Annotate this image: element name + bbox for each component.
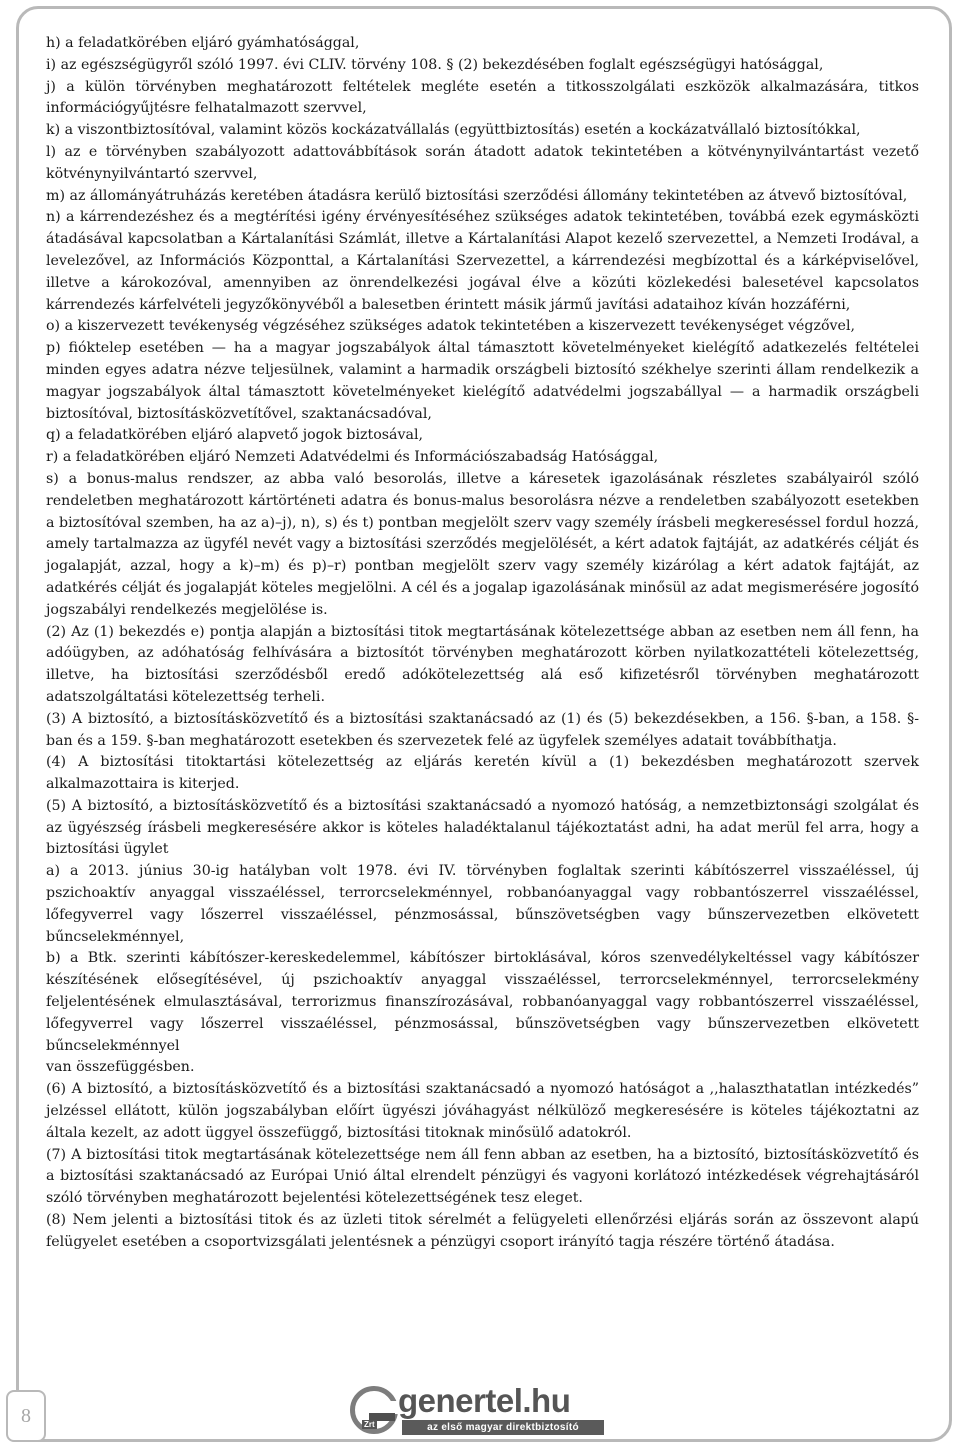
paragraph-section-4: (4) A biztosítási titoktartási kötelezettség az eljárás keretén kívül a (1) bekezdésben meghatározott szervek alkalmazottaira is kiterjed. (46, 754, 919, 793)
paragraph-j: j) a külön törvényben meghatározott feltételek megléte esetén a titkosszolgálati eszközök alkalmazására, titkos információgyűjtésre felhatalmazott szervvel, (46, 78, 919, 117)
paragraph-q: q) a feladatkörében eljáró alapvető jogok biztosával, (46, 427, 424, 444)
logo-tagline: az első magyar direktbiztosító (402, 1420, 604, 1435)
paragraph-section-5: (5) A biztosító, a biztosításközvetítő és a biztosítási szaktanácsadó a nyomozó hatóság, a nemzetbiztonsági szolgálat és az ügyészség írásbeli megkeresésére akkor is köteles haladéktalanul tájékoztatást adni, ha adat merül fel arra, hogy a biztosítási ügylet (46, 797, 919, 858)
document-body (46, 33, 919, 1254)
paragraph-section-5-closing: van összefüggésben. (46, 1059, 195, 1076)
paragraph-p: p) fióktelep esetében — ha a magyar jogszabályok által támasztott követelményeket kielégítő adatkezelés feltételei minden egyes adatra nézve teljesülnek, valamint a harmadik országbeli biztosító székhelye szerinti állam rendelkezik a magyar jogszabályok által támasztott követelményeket kielégítő adatvédelmi jogszabállyal — a harmadik országbeli biztosítóval, biztosításközvetítővel, szaktanácsadóval, (46, 340, 919, 422)
logo-letter-mark: Zrt (364, 1420, 375, 1429)
paragraph-section-7: (7) A biztosítási titok megtartásának kötelezettsége nem áll fenn abban az esetben, ha a biztosító, biztosításközvetítő és a biztosítási szaktanácsadó az Európai Unió által elrendelt pénzügyi és vagyoni korlátozó intézkedések végrehajtásáról szóló törvényben meghatározott bejelentési kötelezettségének tesz eleget. (46, 1146, 919, 1207)
paragraph-k: k) a viszontbiztosítóval, valamint közös kockázatvállalás (együttbiztosítás) esetén a kockázatvállaló biztosítókkal, (46, 122, 861, 139)
paragraph-section-5-b: b) a Btk. szerinti kábítószer-kereskedelemmel, kábítószer birtoklásával, kóros szenvedélykeltéssel vagy kábítószer készítésének elősegítésével, új pszichoaktív anyaggal visszaéléssel, terrorcselekménnyel, terrorcselekmény feljelentésének elmulasztásával, terrorizmus finanszírozásával, robbanóanyaggal vagy robbantószerrel visszaéléssel, lőfegyverrel vagy lőszerrel visszaéléssel, pénzmosással, bűnszövetségben vagy bűnszervezetben elkövetett bűncselekménnyel (46, 950, 919, 1054)
paragraph-n: n) a kárrendezéshez és a megtérítési igény érvényesítéséhez szükséges adatok tekintetében, továbbá ezek egymásközti átadásával kapcsolatban a Kártalanítási Számlát, illetve a Kártalanítási Alapot kezelő szervezettel, a Nemzeti Irodával, a levelezővel, az Információs Központtal, a Kártalanítási Szervezettel, a kárrendezési megbízottal és a kárképviselővel, illetve a károkozóval, amennyiben az önrendelkezési jogával élve a közúti közlekedési balesetével kapcsolatos kárrendezés kárfelvételi jegyzőkönyvéből a balesetben érintett másik jármű javítási adataihoz kíván hozzáférni, (46, 209, 919, 313)
paragraph-section-6: (6) A biztosító, a biztosításközvetítő és a biztosítási szaktanácsadó a nyomozó hatóságot a ,,halaszthatatlan intézkedés” jelzéssel ellátott, külön jogszabályban előírt ügyészi jóváhagyást nélkülöző megkeresésére is köteles tájékoztatni az általa kezelt, az adott üggyel összefüggő, biztosítási titoknak minősülő adatokról. (46, 1081, 919, 1141)
genertel-logo (350, 1384, 612, 1438)
paragraph-o: o) a kiszervezett tevékenység végzéséhez szükséges adatok tekintetében a kiszervezett tevékenységet végzővel, (46, 318, 855, 335)
paragraph-section-2: (2) Az (1) bekezdés e) pontja alapján a biztosítási titok megtartásának kötelezettsége abban az esetben nem áll fenn, ha adóügyben, az adóhatóság felhívására a biztosítót törvényben meghatározott körben nyilatkozattételi kötelezettség, illetve, ha biztosítási szerződésből eredő adókötelezettség alá eső kifizetésről törvényben meghatározott adatszolgáltatási kötelezettség terheli. (46, 623, 919, 705)
paragraph-l: l) az e törvényben szabályozott adattovábbítások során átadott adatok tekintetében a kötvénynyilvántartást vezető kötvénynyilvántartó szervvel, (46, 143, 919, 182)
page-number (6, 1390, 46, 1442)
paragraph-h: h) a feladatkörében eljáró gyámhatósággal, (46, 35, 360, 51)
paragraph-section-5-a: a) a 2013. június 30-ig hatályban volt 1978. évi IV. törvényben foglaltak szerinti kábítószerrel visszaéléssel, új pszichoaktív anyaggal visszaéléssel, terrorcselekménnyel, robbanóanyaggal vagy robbantószerrel visszaéléssel, lőfegyverrel vagy lőszerrel visszaéléssel, pénzmosással, bűnszövetségben vagy bűnszervezetben elkövetett bűncselekménnyel, (46, 863, 919, 945)
page-number-text: 8 (21, 1404, 31, 1427)
paragraph-section-3: (3) A biztosító, a biztosításközvetítő és a biztosítási szaktanácsadó az (1) és (5) bekezdésekben, a 156. §-ban, a 158. §-ban és a 159. §-ban meghatározott esetekben és szervezetek felé az ügyfelek személyes adatait továbbíthatja. (46, 710, 919, 749)
paragraph-s: s) a bonus-malus rendszer, az abba való besorolás, illetve a káresetek igazolásának részletes szabályairól szóló rendeletben meghatározott kártörténeti adatra és bonus-malus besorolásra nézve a rendeletben szabályozott esetekben a biztosítóval szemben, ha az a)–j), n), s) és t) pontban megjelölt szerv vagy személy írásbeli megkereséssel fordul hozzá, amely tartalmazza az ügyfél nevét vagy a biztosítási szerződés megjelölését, a kért adatok fajtáját, az adatkérés célját és jogalapját, azzal, hogy a k)–m) és p)–r) pontban megjelölt szerv vagy személy kizárólag a kért adatok fajtáját, az adatkérés célját és jogalapját köteles megjelölni. A cél és a jogalap igazolásának minősül az adat megismerésére jogosító jogszabályi rendelkezés megjelölése is. (46, 470, 919, 618)
paragraph-m: m) az állományátruházás keretében átadásra kerülő biztosítási szerződési állomány tekintetében az átvevő biztosítóval, (46, 187, 908, 204)
paragraph-section-8: (8) Nem jelenti a biztosítási titok és az üzleti titok sérelmét a felügyeleti ellenőrzési eljárás során az összevont alapú felügyelet esetében a csoportvizsgálati jelentésnek a pénzügyi csoport irányító tagja részére történő átadása. (46, 1212, 919, 1250)
paragraph-i: i) az egészségügyről szóló 1997. évi CLIV. törvény 108. § (2) bekezdésében foglalt egészségügyi hatósággal, (46, 56, 824, 73)
logo-brand-text: genertel.hu (398, 1382, 571, 1419)
paragraph-r: r) a feladatkörében eljáró Nemzeti Adatvédelmi és Információszabadság Hatósággal, (46, 449, 659, 466)
